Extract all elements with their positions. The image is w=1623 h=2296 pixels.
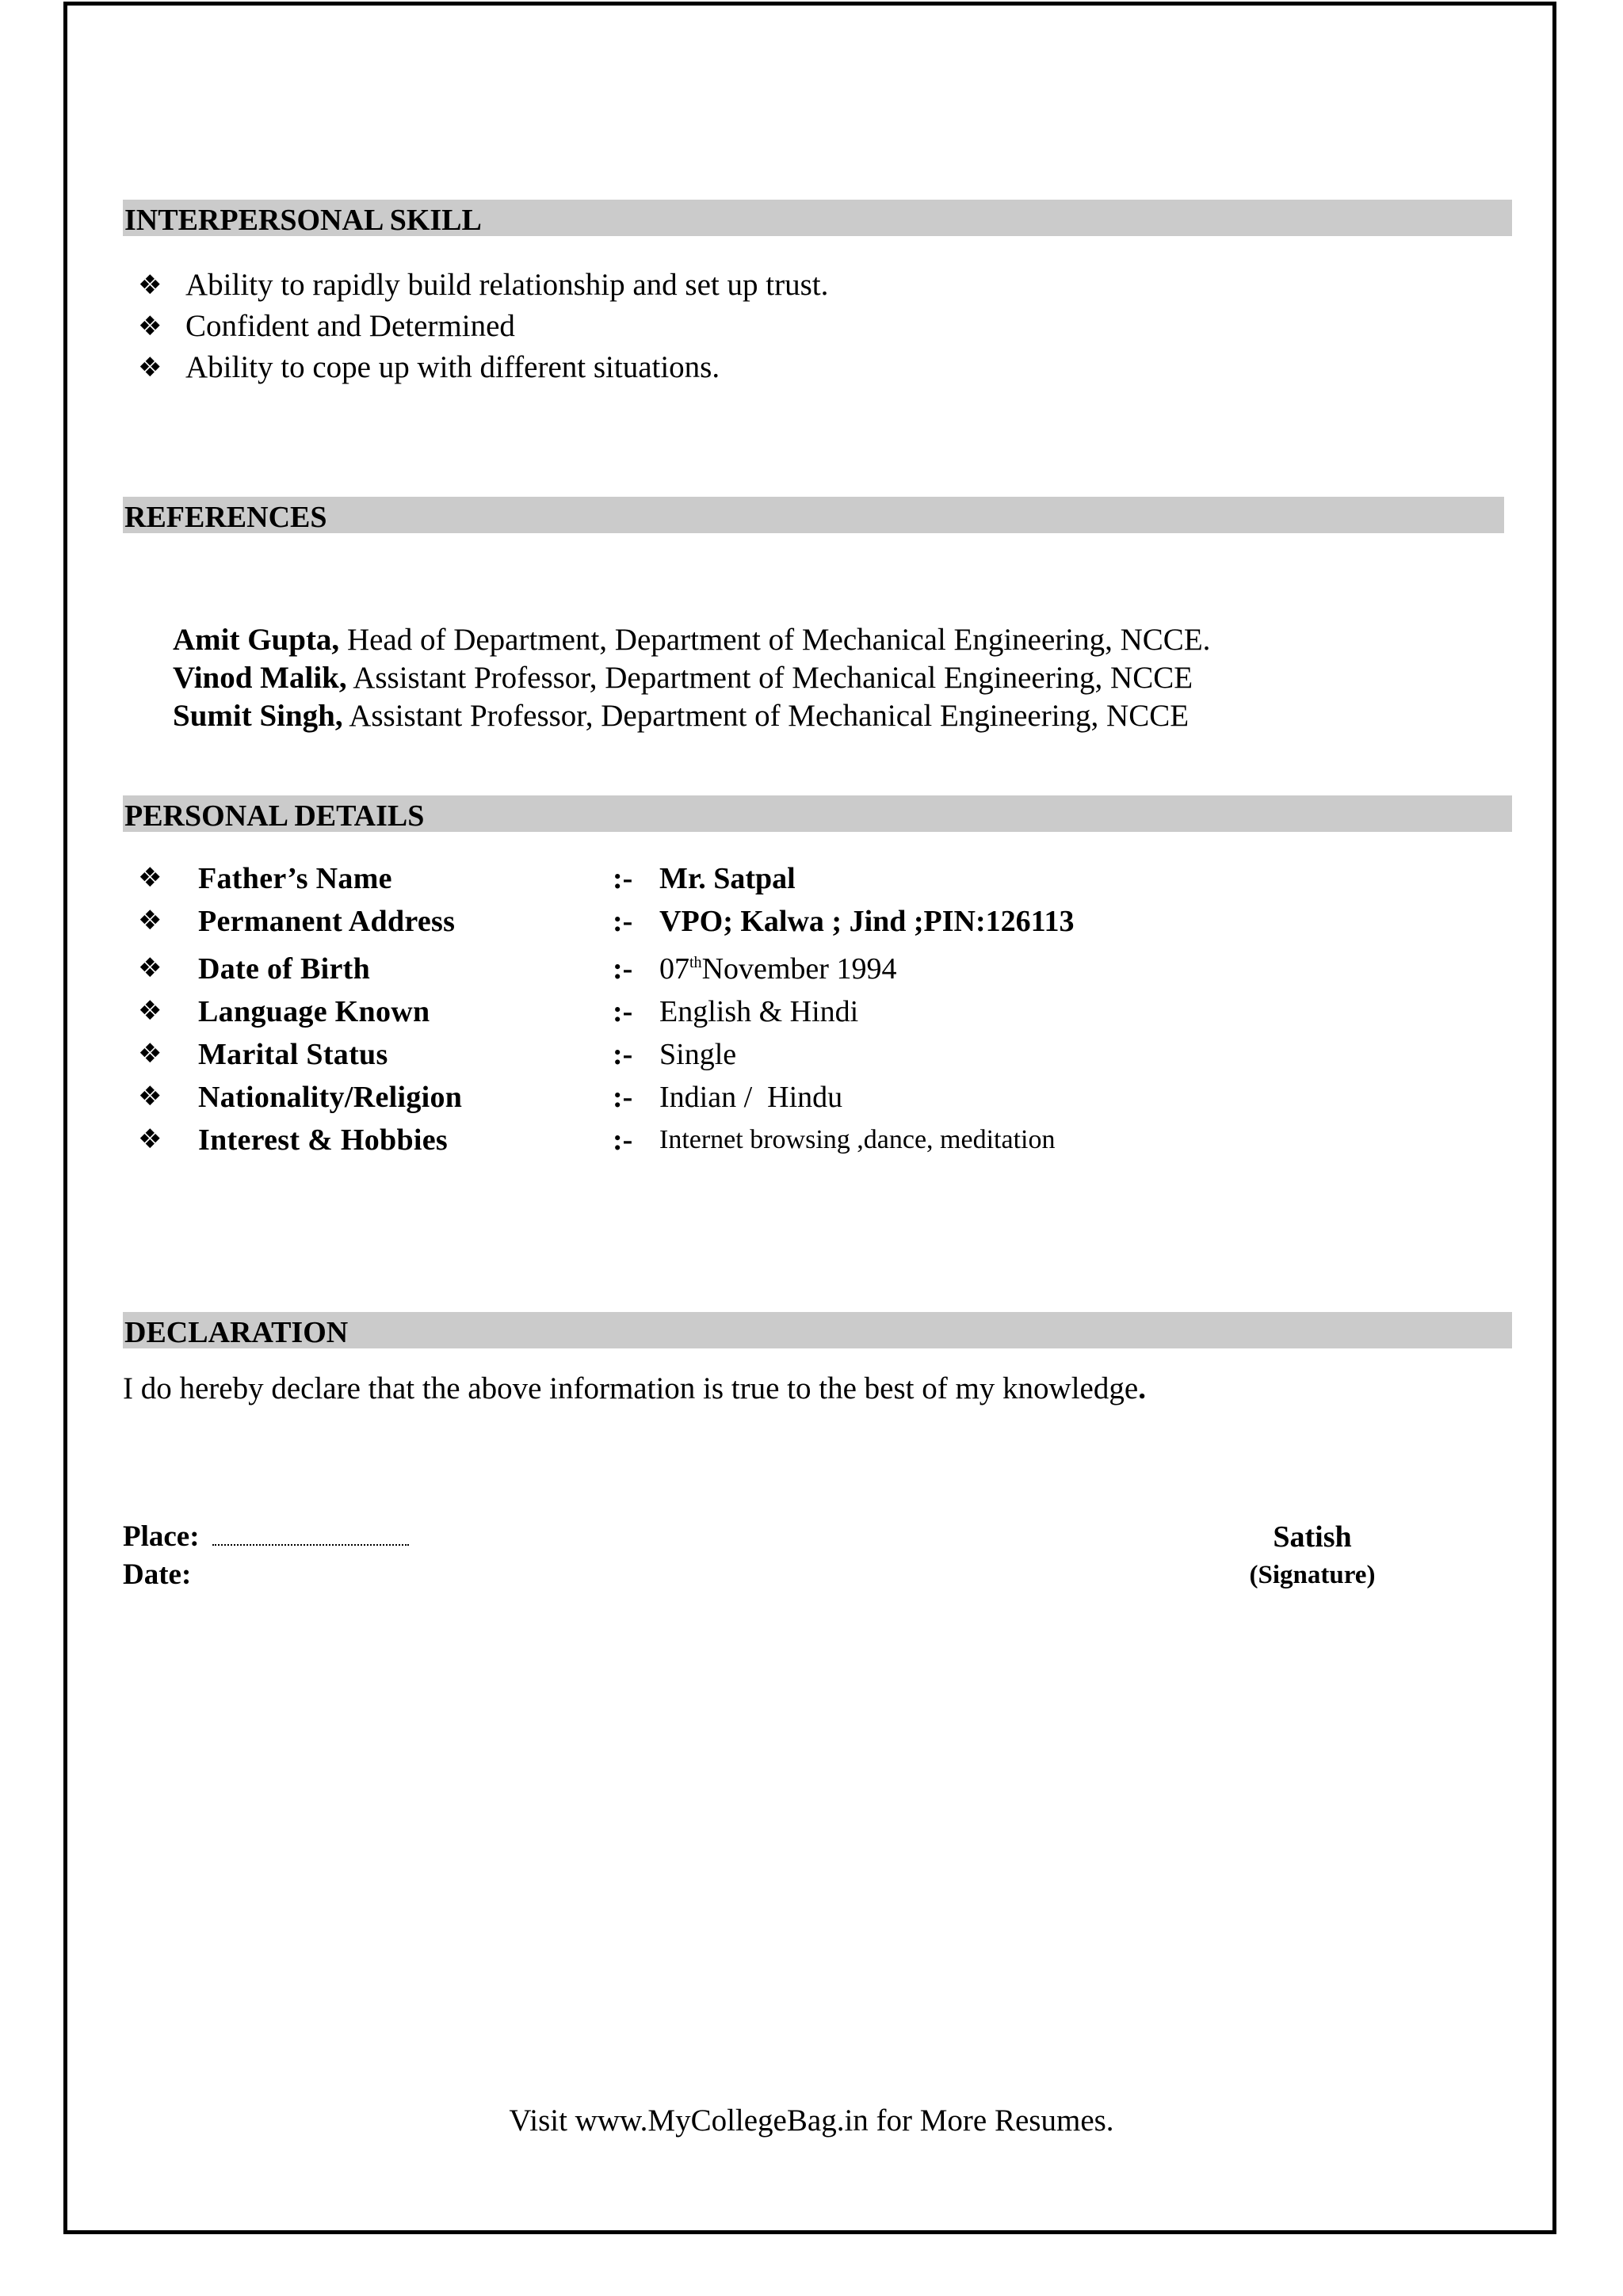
detail-value: VPO; Kalwa ; Jind ;PIN:126113 — [659, 905, 1075, 938]
diamond-bullet-icon: ❖ — [138, 1081, 162, 1112]
diamond-bullet-icon: ❖ — [138, 905, 162, 936]
signature-name: Satish — [1273, 1520, 1352, 1554]
diamond-bullet-icon: ❖ — [138, 269, 162, 301]
diamond-bullet-icon: ❖ — [138, 352, 162, 383]
birth-month-year: November 1994 — [701, 952, 897, 986]
detail-row-fathers-name — [135, 857, 1323, 900]
reference-detail: Assistant Professor, Department of Mechanical Engineering, NCCE — [346, 661, 1193, 695]
detail-separator: :- — [613, 995, 633, 1028]
reference-detail: Head of Department, Department of Mechanical Engineering, NCCE. — [339, 623, 1211, 657]
signature-block — [1233, 1518, 1392, 1594]
section-heading-personal-details: PERSONAL DETAILS — [123, 795, 1512, 832]
detail-value: Single — [659, 1038, 737, 1071]
detail-row-interests — [135, 1119, 1323, 1161]
date-label: Date: — [123, 1558, 192, 1591]
detail-value: English & Hindi — [659, 995, 859, 1028]
detail-row-date-of-birth — [135, 948, 1323, 990]
detail-label: Permanent Address — [198, 905, 456, 938]
detail-separator: :- — [613, 905, 633, 938]
detail-separator: :- — [613, 862, 633, 895]
place-label: Place: — [123, 1520, 200, 1553]
declaration-statement: I do hereby declare that the above information is true to the best of my knowledge — [123, 1371, 1139, 1405]
diamond-bullet-icon: ❖ — [138, 1038, 162, 1070]
detail-row-permanent-address — [135, 900, 1323, 948]
reference-name: Amit Gupta, — [173, 623, 340, 657]
reference-name: Sumit Singh, — [173, 699, 343, 733]
detail-separator: :- — [613, 1038, 633, 1071]
detail-label: Nationality/Religion — [198, 1081, 463, 1114]
reference-name: Vinod Malik, — [173, 661, 347, 695]
diamond-bullet-icon: ❖ — [138, 952, 162, 984]
detail-label: Date of Birth — [198, 952, 371, 986]
place-line — [123, 1518, 409, 1556]
detail-row-language — [135, 990, 1323, 1033]
section-heading-declaration: DECLARATION — [123, 1312, 1512, 1348]
ordinal-suffix: th — [689, 954, 702, 971]
birth-day: 07 — [659, 952, 689, 986]
reference-detail: Assistant Professor, Department of Mechanical Engineering, NCCE — [342, 699, 1190, 733]
detail-label: Interest & Hobbies — [198, 1123, 449, 1157]
diamond-bullet-icon: ❖ — [138, 995, 162, 1027]
footer-text: Visit www.MyCollegeBag.in for More Resumes. — [509, 2103, 1114, 2138]
detail-value — [659, 948, 896, 990]
section-heading-interpersonal: INTERPERSONAL SKILL — [123, 200, 1512, 236]
reference-entry — [173, 697, 1210, 735]
detail-row-nationality — [135, 1076, 1323, 1119]
detail-separator: :- — [613, 1123, 633, 1157]
declaration-text — [123, 1367, 1146, 1410]
detail-separator: :- — [613, 1081, 633, 1114]
detail-label: Language Known — [198, 995, 430, 1028]
references-list — [173, 621, 1210, 735]
place-date-block — [123, 1518, 409, 1594]
skill-text: Ability to rapidly build relationship and set up trust. — [185, 268, 829, 302]
reference-entry — [173, 659, 1210, 697]
signature-caption: (Signature) — [1249, 1561, 1376, 1589]
diamond-bullet-icon: ❖ — [138, 311, 162, 342]
detail-value: Mr. Satpal — [659, 862, 796, 895]
diamond-bullet-icon: ❖ — [138, 862, 162, 894]
place-blank — [212, 1525, 409, 1546]
detail-separator: :- — [613, 952, 633, 986]
personal-details-table — [135, 857, 1323, 1161]
detail-label: Father’s Name — [198, 862, 392, 895]
detail-value: Indian / Hindu — [659, 1081, 843, 1114]
detail-value: Internet browsing ,dance, meditation — [659, 1125, 1056, 1154]
section-heading-references: REFERENCES — [123, 497, 1504, 533]
detail-row-marital-status — [135, 1033, 1323, 1076]
skill-text: Confident and Determined — [185, 309, 515, 343]
reference-entry — [173, 621, 1210, 659]
diamond-bullet-icon: ❖ — [138, 1123, 162, 1155]
skill-text: Ability to cope up with different situations. — [185, 350, 720, 384]
declaration-period: . — [1138, 1371, 1146, 1405]
detail-label: Marital Status — [198, 1038, 388, 1071]
